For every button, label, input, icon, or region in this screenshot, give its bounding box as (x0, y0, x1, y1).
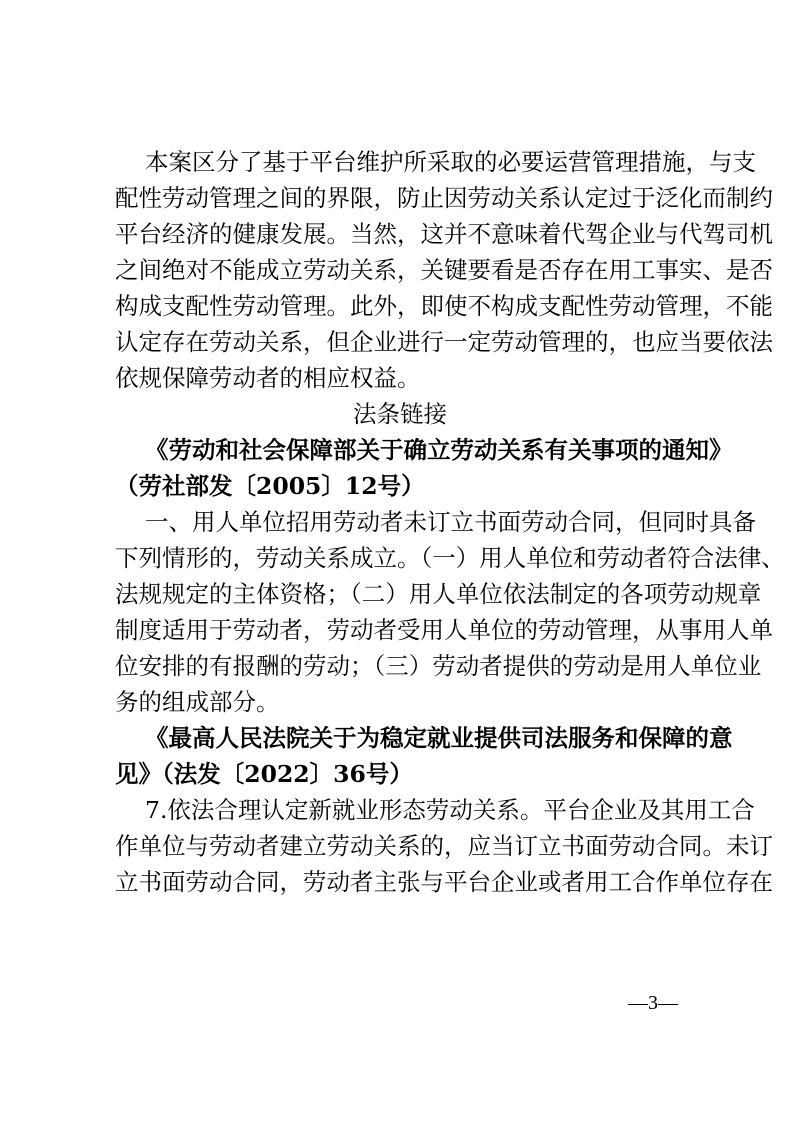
paragraph-line: 本案区分了基于平台维护所采取的必要运营管理措施，与支 (145, 148, 756, 176)
law-text-line: 务的组成部分。 (115, 688, 280, 716)
law-title: 《劳动和社会保障部关于确立劳动关系有关事项的通知》 (145, 436, 733, 464)
paragraph-line: 依规保障劳动者的相应权益。 (115, 364, 421, 392)
law-title-docnum: （劳社部发〔2005〕12号） (115, 472, 425, 500)
paragraph-line: 平台经济的健康发展。当然，这并不意味着代驾企业与代驾司机 (115, 220, 773, 248)
paragraph-line: 构成支配性劳动管理。此外，即使不构成支配性劳动管理，不能 (115, 292, 773, 320)
law-title-docnum: 见》（法发〔2022〕36号） (115, 760, 413, 788)
law-text-line: 一、用人单位招用劳动者未订立书面劳动合同，但同时具备 (145, 508, 756, 536)
law-text-line: 立书面劳动合同，劳动者主张与平台企业或者用工合作单位存在 (115, 868, 773, 896)
paragraph-line: 之间绝对不能成立劳动关系，关键要看是否存在用工事实、是否 (115, 256, 773, 284)
law-text-line: 制度适用于劳动者，劳动者受用人单位的劳动管理，从事用人单 (115, 616, 773, 644)
law-text-line: 7.依法合理认定新就业形态劳动关系。平台企业及其用工合 (145, 796, 755, 824)
law-text-line: 下列情形的，劳动关系成立。（一）用人单位和劳动者符合法律、 (115, 544, 785, 572)
law-title: 《最高人民法院关于为稳定就业提供司法服务和保障的意 (145, 724, 733, 752)
law-text-line: 位安排的有报酬的劳动；（三）劳动者提供的劳动是用人单位业 (115, 652, 762, 680)
section-heading: 法条链接 (353, 400, 447, 428)
paragraph-line: 认定存在劳动关系，但企业进行一定劳动管理的，也应当要依法 (115, 328, 773, 356)
law-text-line: 法规规定的主体资格；（二）用人单位依法制定的各项劳动规章 (115, 580, 762, 608)
page-number: —3— (628, 992, 678, 1014)
law-text-line: 作单位与劳动者建立劳动关系的，应当订立书面劳动合同。未订 (115, 832, 773, 860)
paragraph-line: 配性劳动管理之间的界限，防止因劳动关系认定过于泛化而制约 (115, 184, 773, 212)
